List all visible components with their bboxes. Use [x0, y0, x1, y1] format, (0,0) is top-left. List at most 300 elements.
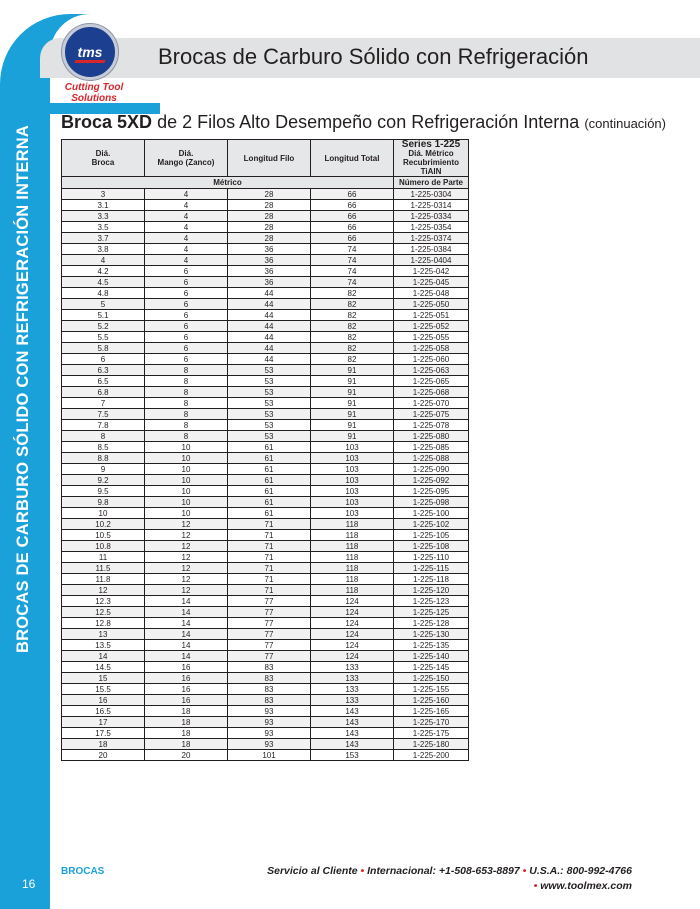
cell-overall-length: 118 [311, 541, 394, 552]
cell-flute-length: 71 [228, 552, 311, 563]
table-row [62, 673, 469, 684]
cell-drill-dia: 17 [62, 717, 145, 728]
cell-overall-length: 91 [311, 365, 394, 376]
cell-part-number: 1-225-160 [394, 695, 469, 706]
cell-shank-dia: 10 [145, 475, 228, 486]
footer-website-link[interactable]: www.toolmex.com [540, 880, 632, 892]
cell-overall-length: 82 [311, 310, 394, 321]
brand-tagline [62, 82, 126, 104]
cell-flute-length: 53 [228, 398, 311, 409]
cell-drill-dia: 4.2 [62, 266, 145, 277]
cell-part-number: 1-225-100 [394, 508, 469, 519]
cell-overall-length: 66 [311, 211, 394, 222]
cell-overall-length: 91 [311, 409, 394, 420]
cell-flute-length: 83 [228, 673, 311, 684]
section-title-bold: Broca 5XD [61, 112, 153, 132]
table-row [62, 508, 469, 519]
cell-shank-dia: 4 [145, 189, 228, 200]
cell-flute-length: 71 [228, 563, 311, 574]
table-row [62, 442, 469, 453]
cell-flute-length: 93 [228, 728, 311, 739]
cell-flute-length: 61 [228, 508, 311, 519]
cell-shank-dia: 14 [145, 640, 228, 651]
cell-overall-length: 133 [311, 662, 394, 673]
footer-website-line [534, 880, 632, 892]
cell-flute-length: 44 [228, 332, 311, 343]
cell-part-number: 1-225-042 [394, 266, 469, 277]
cell-overall-length: 82 [311, 299, 394, 310]
cell-shank-dia: 6 [145, 354, 228, 365]
cell-drill-dia: 14 [62, 651, 145, 662]
cell-shank-dia: 16 [145, 662, 228, 673]
cell-part-number: 1-225-0384 [394, 244, 469, 255]
cell-overall-length: 124 [311, 596, 394, 607]
cell-flute-length: 28 [228, 222, 311, 233]
cell-shank-dia: 12 [145, 552, 228, 563]
cell-part-number: 1-225-060 [394, 354, 469, 365]
cell-part-number: 1-225-095 [394, 486, 469, 497]
cell-drill-dia: 13 [62, 629, 145, 640]
cell-flute-length: 71 [228, 519, 311, 530]
cell-overall-length: 103 [311, 453, 394, 464]
cell-drill-dia: 9 [62, 464, 145, 475]
col-header-drill-dia [62, 140, 145, 177]
cell-flute-length: 71 [228, 574, 311, 585]
cell-flute-length: 53 [228, 376, 311, 387]
table-row [62, 717, 469, 728]
cell-overall-length: 118 [311, 530, 394, 541]
table-row [62, 651, 469, 662]
cell-drill-dia: 18 [62, 739, 145, 750]
col-header-line: Broca [91, 158, 115, 167]
cell-part-number: 1-225-055 [394, 332, 469, 343]
cell-drill-dia: 13.5 [62, 640, 145, 651]
cell-flute-length: 28 [228, 211, 311, 222]
table-row [62, 266, 469, 277]
cell-overall-length: 74 [311, 277, 394, 288]
cell-overall-length: 74 [311, 244, 394, 255]
cell-part-number: 1-225-078 [394, 420, 469, 431]
cell-drill-dia: 4.5 [62, 277, 145, 288]
cell-drill-dia: 9.5 [62, 486, 145, 497]
cell-shank-dia: 10 [145, 486, 228, 497]
cell-shank-dia: 6 [145, 321, 228, 332]
cell-shank-dia: 12 [145, 530, 228, 541]
cell-shank-dia: 4 [145, 200, 228, 211]
cell-overall-length: 118 [311, 563, 394, 574]
cell-shank-dia: 16 [145, 673, 228, 684]
cell-shank-dia: 18 [145, 728, 228, 739]
table-row [62, 607, 469, 618]
table-row [62, 640, 469, 651]
table-row [62, 519, 469, 530]
col-header-line: Diá. [95, 149, 111, 158]
table-row [62, 739, 469, 750]
cell-flute-length: 61 [228, 464, 311, 475]
cell-flute-length: 36 [228, 255, 311, 266]
table-row [62, 574, 469, 585]
cell-overall-length: 143 [311, 739, 394, 750]
cell-drill-dia: 9.2 [62, 475, 145, 486]
cell-overall-length: 124 [311, 640, 394, 651]
table-row [62, 321, 469, 332]
table-row [62, 189, 469, 200]
cell-overall-length: 133 [311, 695, 394, 706]
cell-drill-dia: 5.8 [62, 343, 145, 354]
cell-shank-dia: 4 [145, 222, 228, 233]
table-row [62, 244, 469, 255]
cell-overall-length: 91 [311, 387, 394, 398]
cell-part-number: 1-225-200 [394, 750, 469, 761]
cell-shank-dia: 18 [145, 739, 228, 750]
cell-shank-dia: 16 [145, 695, 228, 706]
cell-drill-dia: 8 [62, 431, 145, 442]
col-header-line: Longitud Filo [243, 153, 295, 163]
cell-shank-dia: 14 [145, 607, 228, 618]
table-row [62, 222, 469, 233]
cell-drill-dia: 4.8 [62, 288, 145, 299]
cell-overall-length: 143 [311, 706, 394, 717]
cell-shank-dia: 8 [145, 387, 228, 398]
cell-shank-dia: 10 [145, 453, 228, 464]
cell-part-number: 1-225-0374 [394, 233, 469, 244]
cell-drill-dia: 3.5 [62, 222, 145, 233]
cell-part-number: 1-225-145 [394, 662, 469, 673]
subheader-part-number: Número de Parte [394, 177, 469, 189]
cell-flute-length: 36 [228, 277, 311, 288]
cell-shank-dia: 6 [145, 266, 228, 277]
cell-part-number: 1-225-170 [394, 717, 469, 728]
cell-part-number: 1-225-051 [394, 310, 469, 321]
cell-overall-length: 124 [311, 651, 394, 662]
cell-flute-length: 36 [228, 266, 311, 277]
cell-part-number: 1-225-128 [394, 618, 469, 629]
table-row [62, 343, 469, 354]
footer-usa-phone: U.S.A.: 800-992-4766 [529, 865, 632, 877]
cell-overall-length: 74 [311, 266, 394, 277]
table-row [62, 420, 469, 431]
bullet-separator: • [360, 865, 365, 877]
table-row [62, 365, 469, 376]
table-row [62, 277, 469, 288]
cell-flute-length: 77 [228, 640, 311, 651]
cell-shank-dia: 14 [145, 629, 228, 640]
cell-overall-length: 118 [311, 519, 394, 530]
cell-part-number: 1-225-070 [394, 398, 469, 409]
cell-flute-length: 44 [228, 310, 311, 321]
cell-overall-length: 124 [311, 629, 394, 640]
cell-part-number: 1-225-140 [394, 651, 469, 662]
table-row [62, 310, 469, 321]
cell-shank-dia: 10 [145, 508, 228, 519]
cell-drill-dia: 8.8 [62, 453, 145, 464]
logo-stripe [74, 60, 105, 63]
cell-overall-length: 103 [311, 508, 394, 519]
table-row [62, 299, 469, 310]
cell-flute-length: 53 [228, 420, 311, 431]
cell-shank-dia: 8 [145, 409, 228, 420]
cell-overall-length: 91 [311, 431, 394, 442]
col-header-shank-dia [145, 140, 228, 177]
cell-part-number: 1-225-150 [394, 673, 469, 684]
cell-part-number: 1-225-0304 [394, 189, 469, 200]
cell-drill-dia: 3.8 [62, 244, 145, 255]
table-row [62, 662, 469, 673]
cell-drill-dia: 12 [62, 585, 145, 596]
cell-flute-length: 44 [228, 321, 311, 332]
cell-part-number: 1-225-155 [394, 684, 469, 695]
cell-shank-dia: 16 [145, 684, 228, 695]
cell-part-number: 1-225-0354 [394, 222, 469, 233]
cell-flute-length: 53 [228, 365, 311, 376]
cell-overall-length: 103 [311, 442, 394, 453]
cell-flute-length: 83 [228, 684, 311, 695]
col-header-line: Recubrimiento TiAlN [402, 158, 459, 176]
cell-drill-dia: 6 [62, 354, 145, 365]
cell-drill-dia: 15 [62, 673, 145, 684]
cell-flute-length: 71 [228, 541, 311, 552]
cell-overall-length: 118 [311, 574, 394, 585]
cell-overall-length: 118 [311, 585, 394, 596]
cell-shank-dia: 12 [145, 541, 228, 552]
col-header-line: Longitud Total [324, 153, 380, 163]
cell-overall-length: 103 [311, 464, 394, 475]
table-header-row [62, 140, 469, 177]
cell-shank-dia: 6 [145, 277, 228, 288]
cell-part-number: 1-225-130 [394, 629, 469, 640]
table-row [62, 398, 469, 409]
cell-drill-dia: 12.5 [62, 607, 145, 618]
sidebar-category-label: BROCAS DE CARBURO SÓLIDO CON REFRIGERACIÓN INTERNA [14, 125, 32, 653]
cell-flute-length: 93 [228, 706, 311, 717]
cell-flute-length: 83 [228, 695, 311, 706]
col-header-flute-length [228, 140, 311, 177]
cell-flute-length: 28 [228, 233, 311, 244]
cell-shank-dia: 10 [145, 497, 228, 508]
cell-overall-length: 82 [311, 321, 394, 332]
table-row [62, 541, 469, 552]
table-row [62, 409, 469, 420]
table-row [62, 750, 469, 761]
footer-international-phone: Internacional: +1-508-653-8897 [367, 865, 520, 877]
table-row [62, 453, 469, 464]
cell-shank-dia: 10 [145, 464, 228, 475]
table-row [62, 728, 469, 739]
cell-shank-dia: 12 [145, 585, 228, 596]
table-row [62, 530, 469, 541]
cell-flute-length: 77 [228, 607, 311, 618]
cell-overall-length: 133 [311, 673, 394, 684]
cell-drill-dia: 12.3 [62, 596, 145, 607]
cell-shank-dia: 8 [145, 431, 228, 442]
cell-part-number: 1-225-108 [394, 541, 469, 552]
cell-part-number: 1-225-063 [394, 365, 469, 376]
cell-part-number: 1-225-090 [394, 464, 469, 475]
cell-drill-dia: 8.5 [62, 442, 145, 453]
cell-part-number: 1-225-135 [394, 640, 469, 651]
logo-text: tms [77, 44, 103, 60]
drill-spec-table [61, 139, 469, 761]
cell-part-number: 1-225-065 [394, 376, 469, 387]
col-header-line: Diá. [178, 149, 194, 158]
bullet-separator: • [533, 880, 538, 892]
cell-shank-dia: 12 [145, 574, 228, 585]
cell-overall-length: 91 [311, 398, 394, 409]
cell-shank-dia: 6 [145, 310, 228, 321]
cell-flute-length: 77 [228, 596, 311, 607]
cell-drill-dia: 6.5 [62, 376, 145, 387]
cell-drill-dia: 6.3 [62, 365, 145, 376]
cell-shank-dia: 18 [145, 706, 228, 717]
cell-part-number: 1-225-110 [394, 552, 469, 563]
cell-drill-dia: 11.5 [62, 563, 145, 574]
cell-flute-length: 44 [228, 343, 311, 354]
table-row [62, 200, 469, 211]
table-row [62, 629, 469, 640]
table-row [62, 431, 469, 442]
cell-flute-length: 53 [228, 409, 311, 420]
cell-flute-length: 77 [228, 651, 311, 662]
cell-drill-dia: 9.8 [62, 497, 145, 508]
cell-shank-dia: 4 [145, 255, 228, 266]
cell-overall-length: 124 [311, 607, 394, 618]
cell-part-number: 1-225-075 [394, 409, 469, 420]
cell-drill-dia: 7.5 [62, 409, 145, 420]
table-row [62, 596, 469, 607]
cell-overall-length: 66 [311, 233, 394, 244]
cell-shank-dia: 4 [145, 244, 228, 255]
bullet-separator: • [522, 865, 527, 877]
subheader-metric: Métrico [62, 177, 394, 189]
cell-flute-length: 61 [228, 453, 311, 464]
cell-drill-dia: 7.8 [62, 420, 145, 431]
table-row [62, 255, 469, 266]
cell-part-number: 1-225-048 [394, 288, 469, 299]
cell-part-number: 1-225-058 [394, 343, 469, 354]
cell-overall-length: 133 [311, 684, 394, 695]
cell-shank-dia: 8 [145, 420, 228, 431]
table-row [62, 354, 469, 365]
cell-drill-dia: 5.2 [62, 321, 145, 332]
cell-drill-dia: 3.1 [62, 200, 145, 211]
cell-part-number: 1-225-102 [394, 519, 469, 530]
cell-drill-dia: 20 [62, 750, 145, 761]
cell-flute-length: 77 [228, 618, 311, 629]
table-row [62, 552, 469, 563]
cell-overall-length: 82 [311, 354, 394, 365]
cell-shank-dia: 6 [145, 299, 228, 310]
cell-drill-dia: 10.5 [62, 530, 145, 541]
cell-shank-dia: 10 [145, 442, 228, 453]
cell-flute-length: 61 [228, 475, 311, 486]
table-row [62, 475, 469, 486]
cell-flute-length: 61 [228, 486, 311, 497]
cell-overall-length: 66 [311, 200, 394, 211]
cell-part-number: 1-225-123 [394, 596, 469, 607]
cell-flute-length: 28 [228, 189, 311, 200]
cell-flute-length: 53 [228, 431, 311, 442]
cell-drill-dia: 3.3 [62, 211, 145, 222]
cell-drill-dia: 3.7 [62, 233, 145, 244]
cell-drill-dia: 6.8 [62, 387, 145, 398]
section-title-rest: de 2 Filos Alto Desempeño con Refrigeración Interna [157, 112, 580, 132]
cell-flute-length: 71 [228, 530, 311, 541]
cell-shank-dia: 6 [145, 288, 228, 299]
cell-drill-dia: 16 [62, 695, 145, 706]
cell-drill-dia: 17.5 [62, 728, 145, 739]
cell-shank-dia: 12 [145, 519, 228, 530]
page-number: 16 [22, 877, 36, 891]
cell-part-number: 1-225-052 [394, 321, 469, 332]
cell-part-number: 1-225-175 [394, 728, 469, 739]
cell-flute-length: 77 [228, 629, 311, 640]
cell-flute-length: 61 [228, 442, 311, 453]
cell-part-number: 1-225-045 [394, 277, 469, 288]
cell-drill-dia: 11 [62, 552, 145, 563]
cell-part-number: 1-225-080 [394, 431, 469, 442]
cell-flute-length: 101 [228, 750, 311, 761]
cell-drill-dia: 16.5 [62, 706, 145, 717]
cell-overall-length: 66 [311, 222, 394, 233]
cell-part-number: 1-225-088 [394, 453, 469, 464]
cell-flute-length: 61 [228, 497, 311, 508]
table-row [62, 211, 469, 222]
cell-overall-length: 103 [311, 475, 394, 486]
cell-part-number: 1-225-0404 [394, 255, 469, 266]
cell-part-number: 1-225-050 [394, 299, 469, 310]
table-row [62, 233, 469, 244]
cell-drill-dia: 5.1 [62, 310, 145, 321]
col-header-series [394, 140, 469, 177]
cell-overall-length: 143 [311, 728, 394, 739]
cell-drill-dia: 7 [62, 398, 145, 409]
cell-drill-dia: 5.5 [62, 332, 145, 343]
table-row [62, 695, 469, 706]
cell-flute-length: 36 [228, 244, 311, 255]
cell-part-number: 1-225-125 [394, 607, 469, 618]
table-row [62, 464, 469, 475]
cell-shank-dia: 4 [145, 233, 228, 244]
cell-overall-length: 82 [311, 288, 394, 299]
cell-flute-length: 93 [228, 717, 311, 728]
cell-part-number: 1-225-092 [394, 475, 469, 486]
cell-flute-length: 93 [228, 739, 311, 750]
table-row [62, 585, 469, 596]
cell-part-number: 1-225-115 [394, 563, 469, 574]
table-row [62, 376, 469, 387]
cell-flute-length: 44 [228, 299, 311, 310]
cell-part-number: 1-225-098 [394, 497, 469, 508]
col-header-line: Series 1-225 [401, 139, 461, 150]
cell-shank-dia: 20 [145, 750, 228, 761]
cell-part-number: 1-225-0334 [394, 211, 469, 222]
cell-part-number: 1-225-068 [394, 387, 469, 398]
cell-overall-length: 74 [311, 255, 394, 266]
tagline-line-1: Cutting Tool [64, 82, 124, 93]
cell-drill-dia: 12.8 [62, 618, 145, 629]
cell-overall-length: 103 [311, 486, 394, 497]
cell-overall-length: 91 [311, 420, 394, 431]
cell-shank-dia: 6 [145, 343, 228, 354]
table-row [62, 706, 469, 717]
footer-section-label: BROCAS [61, 866, 105, 877]
table-row [62, 387, 469, 398]
cell-drill-dia: 14.5 [62, 662, 145, 673]
cell-shank-dia: 4 [145, 211, 228, 222]
cell-part-number: 1-225-0314 [394, 200, 469, 211]
cell-flute-length: 71 [228, 585, 311, 596]
cell-part-number: 1-225-120 [394, 585, 469, 596]
